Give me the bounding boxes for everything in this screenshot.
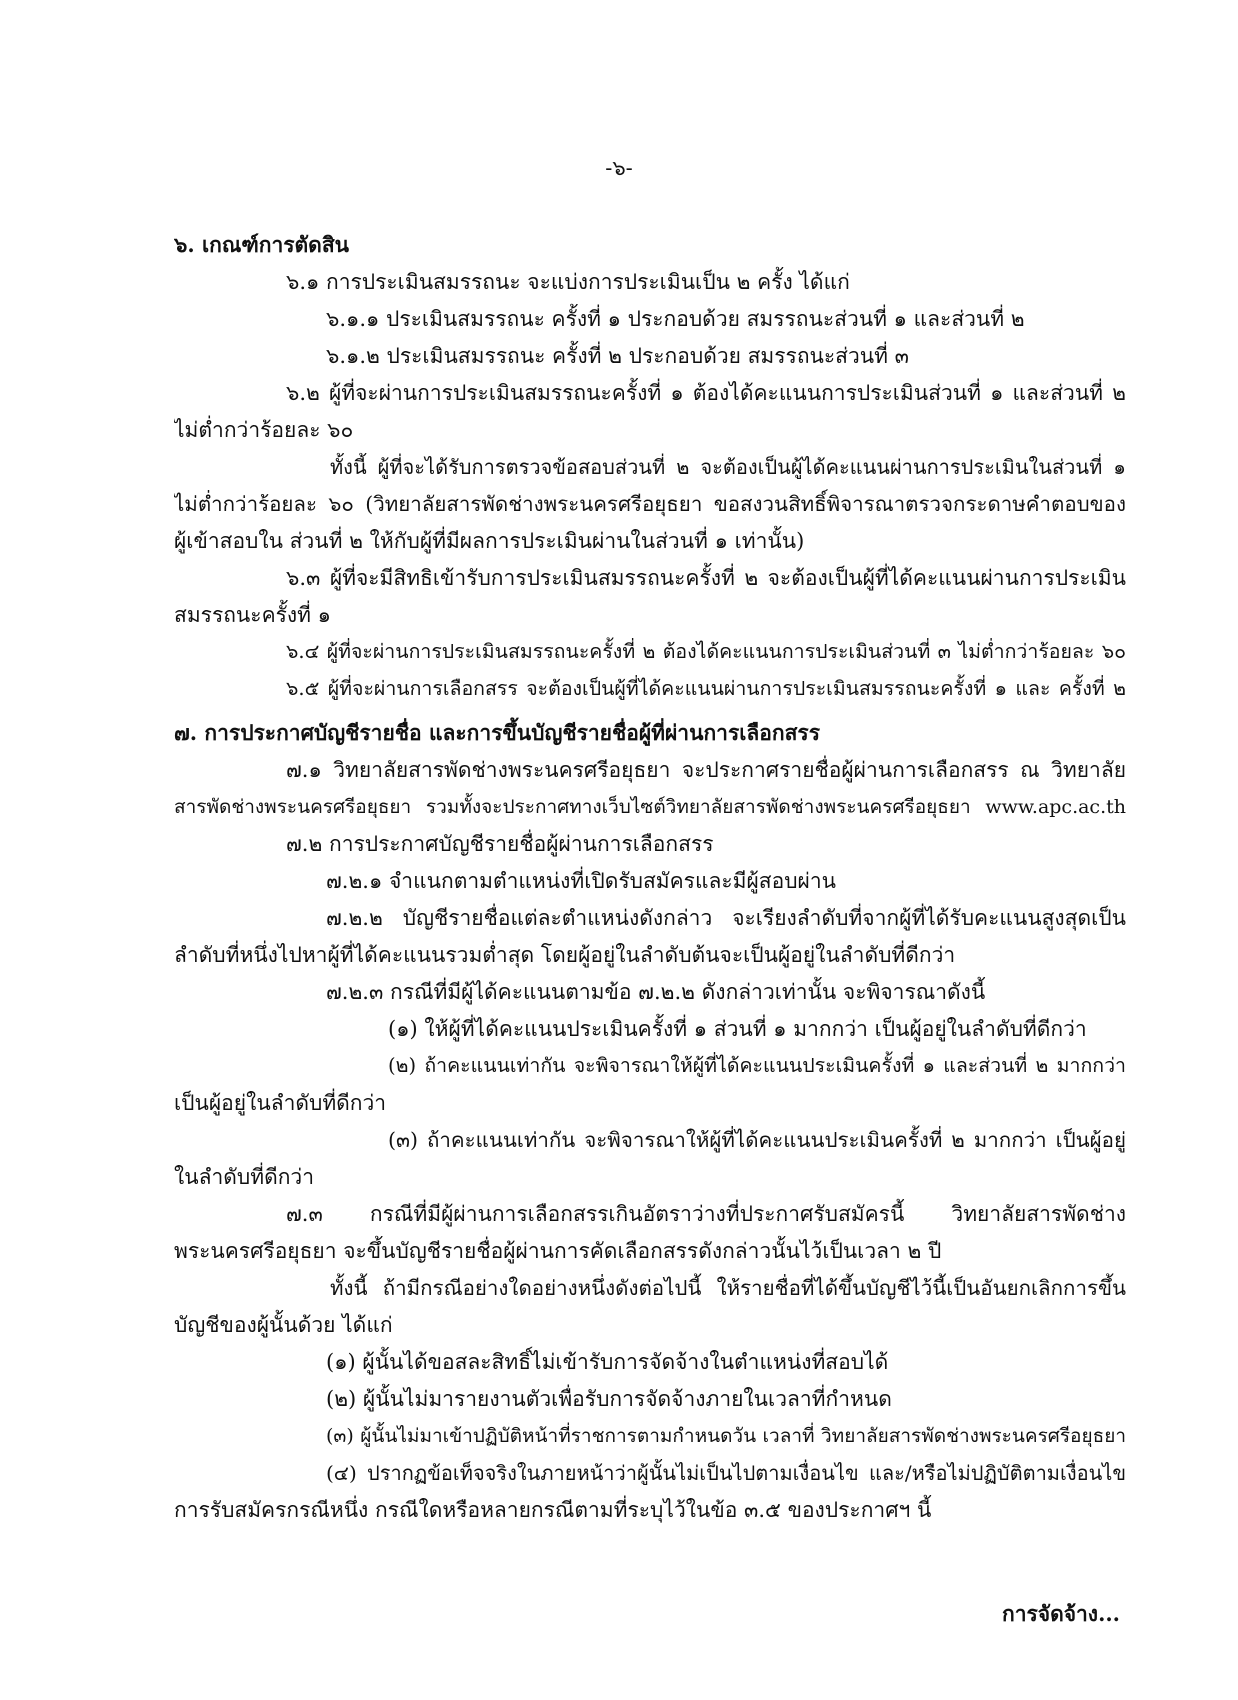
clause-7-3-item-3: (๓) ผู้นั้นไม่มาเข้าปฏิบัติหน้าที่ราชการตามกำหนดวัน เวลาที่ วิทยาลัยสารพัดช่างพระนครศรีอยุธยา [326, 1425, 1126, 1447]
clause-7-3-note-line-2: บัญชีของผู้นั้นด้วย ได้แก่ [174, 1313, 393, 1337]
clause-7-1-line-1: ๗.๑ วิทยาลัยสารพัดช่างพระนครศรีอยุธยา จะประกาศรายชื่อผู้ผ่านการเลือกสรร ณ วิทยาลัย [286, 758, 1126, 782]
clause-7-2-3-item-3-line-1: (๓) ถ้าคะแนนเท่ากัน จะพิจารณาให้ผู้ที่ได้คะแนนประเมินครั้งที่ ๒ มากกว่า เป็นผู้อยู่ [388, 1128, 1126, 1152]
clause-6-5: ๖.๕ ผู้ที่จะผ่านการเลือกสรร จะต้องเป็นผู้ที่ได้คะแนนผ่านการประเมินสมรรถนะครั้งที่ ๑ และ ครั้งที่ ๒ [286, 677, 1126, 700]
clause-6-4: ๖.๔ ผู้ที่จะผ่านการประเมินสมรรถนะครั้งที่ ๒ ต้องได้คะแนนการประเมินส่วนที่ ๓ ไม่ต่ำกว่าร้อยละ ๖๐ [286, 640, 1126, 663]
clause-6-3-line-2: สมรรถนะครั้งที่ ๑ [174, 603, 331, 627]
clause-7-2: ๗.๒ การประกาศบัญชีรายชื่อผู้ผ่านการเลือกสรร [286, 832, 714, 856]
clause-6-2-note-line-2: ไม่ต่ำกว่าร้อยละ ๖๐ (วิทยาลัยสารพัดช่างพระนครศรีอยุธยา ขอสงวนสิทธิ์พิจารณาตรวจกระดาษคำตอบของ [174, 492, 1126, 516]
clause-7-2-2-line-1: ๗.๒.๒ บัญชีรายชื่อแต่ละตำแหน่งดังกล่าว จะเรียงลำดับที่จากผู้ที่ได้รับคะแนนสูงสุดเป็น [326, 906, 1126, 930]
clause-7-3-item-4-line-1: (๔) ปรากฏข้อเท็จจริงในภายหน้าว่าผู้นั้นไม่เป็นไปตามเงื่อนไข และ/หรือไม่ปฏิบัติตามเงื่อนไข [326, 1461, 1126, 1485]
clause-7-2-3-item-2-line-1: (๒) ถ้าคะแนนเท่ากัน จะพิจารณาให้ผู้ที่ได้คะแนนประเมินครั้งที่ ๑ และส่วนที่ ๒ มากกว่า [388, 1054, 1126, 1077]
clause-7-3-note-line-1: ทั้งนี้ ถ้ามีกรณีอย่างใดอย่างหนึ่งดังต่อไปนี้ ให้รายชื่อที่ได้ขึ้นบัญชีไว้นี้เป็นอันยกเลิกการขึ้น [330, 1276, 1126, 1300]
clause-7-2-3-item-3-line-2: ในลำดับที่ดีกว่า [174, 1165, 315, 1189]
clause-7-3-line-1: ๗.๓ กรณีที่มีผู้ผ่านการเลือกสรรเกินอัตราว่างที่ประกาศรับสมัครนี้ วิทยาลัยสารพัดช่าง [286, 1202, 1126, 1226]
clause-6-2-line-2: ไม่ต่ำกว่าร้อยละ ๖๐ [174, 418, 354, 442]
clause-6-2-line-1: ๖.๒ ผู้ที่จะผ่านการประเมินสมรรถนะครั้งที่ ๑ ต้องได้คะแนนการประเมินส่วนที่ ๑ และส่วนที่ ๒ [286, 381, 1126, 405]
clause-6-3-line-1: ๖.๓ ผู้ที่จะมีสิทธิเข้ารับการประเมินสมรรถนะครั้งที่ ๒ จะต้องเป็นผู้ที่ได้คะแนนผ่านการประเมิน [286, 566, 1126, 590]
clause-7-2-2-line-2: ลำดับที่หนึ่งไปหาผู้ที่ได้คะแนนรวมต่ำสุด โดยผู้อยู่ในลำดับต้นจะเป็นผู้อยู่ในลำดับที่ดีกว่า [174, 943, 956, 967]
clause-7-1-line-2: สารพัดช่างพระนครศรีอยุธยา รวมทั้งจะประกาศทางเว็บไซต์วิทยาลัยสารพัดช่างพระนครศรีอยุธยา www.apc.ac.th [174, 796, 1126, 818]
clause-6-1-1: ๖.๑.๑ ประเมินสมรรถนะ ครั้งที่ ๑ ประกอบด้วย สมรรถนะส่วนที่ ๑ และส่วนที่ ๒ [326, 307, 1025, 331]
clause-7-2-1: ๗.๒.๑ จำแนกตามตำแหน่งที่เปิดรับสมัครและมีผู้สอบผ่าน [326, 869, 837, 893]
clause-7-2-3: ๗.๒.๓ กรณีที่มีผู้ได้คะแนนตามข้อ ๗.๒.๒ ดังกล่าวเท่านั้น จะพิจารณาดังนี้ [326, 980, 986, 1004]
section-7-heading: ๗. การประกาศบัญชีรายชื่อ และการขึ้นบัญชีรายชื่อผู้ที่ผ่านการเลือกสรร [174, 720, 820, 745]
clause-6-2-note-line-1: ทั้งนี้ ผู้ที่จะได้รับการตรวจข้อสอบส่วนที่ ๒ จะต้องเป็นผู้ได้คะแนนผ่านการประเมินในส่วนที่ ๑ [330, 455, 1126, 479]
clause-7-2-3-item-2-line-2: เป็นผู้อยู่ในลำดับที่ดีกว่า [174, 1091, 387, 1115]
clause-6-2-note-line-3: ผู้เข้าสอบใน ส่วนที่ ๒ ให้กับผู้ที่มีผลการประเมินผ่านในส่วนที่ ๑ เท่านั้น) [174, 529, 805, 553]
page-number: -๖- [605, 156, 633, 180]
clause-7-3-line-2: พระนครศรีอยุธยา จะขึ้นบัญชีรายชื่อผู้ผ่านการคัดเลือกสรรดังกล่าวนั้นไว้เป็นเวลา ๒ ปี [174, 1239, 942, 1263]
clause-6-1: ๖.๑ การประเมินสมรรถนะ จะแบ่งการประเมินเป็น ๒ ครั้ง ได้แก่ [286, 270, 850, 294]
clause-7-3-item-1: (๑) ผู้นั้นได้ขอสละสิทธิ์ไม่เข้ารับการจัดจ้างในตำแหน่งที่สอบได้ [326, 1350, 889, 1374]
clause-7-3-item-2: (๒) ผู้นั้นไม่มารายงานตัวเพื่อรับการจัดจ้างภายในเวลาที่กำหนด [326, 1387, 892, 1411]
clause-7-3-item-4-line-2: การรับสมัครกรณีหนึ่ง กรณีใดหรือหลายกรณีตามที่ระบุไว้ในข้อ ๓.๕ ของประกาศฯ นี้ [174, 1498, 932, 1522]
section-6-heading: ๖. เกณฑ์การตัดสิน [174, 232, 349, 257]
clause-6-1-2: ๖.๑.๒ ประเมินสมรรถนะ ครั้งที่ ๒ ประกอบด้วย สมรรถนะส่วนที่ ๓ [326, 344, 910, 368]
clause-7-2-3-item-1: (๑) ให้ผู้ที่ได้คะแนนประเมินครั้งที่ ๑ ส่วนที่ ๑ มากกว่า เป็นผู้อยู่ในลำดับที่ดีกว่า [388, 1017, 1087, 1041]
continuation-footer: การจัดจ้าง... [1001, 1601, 1120, 1626]
